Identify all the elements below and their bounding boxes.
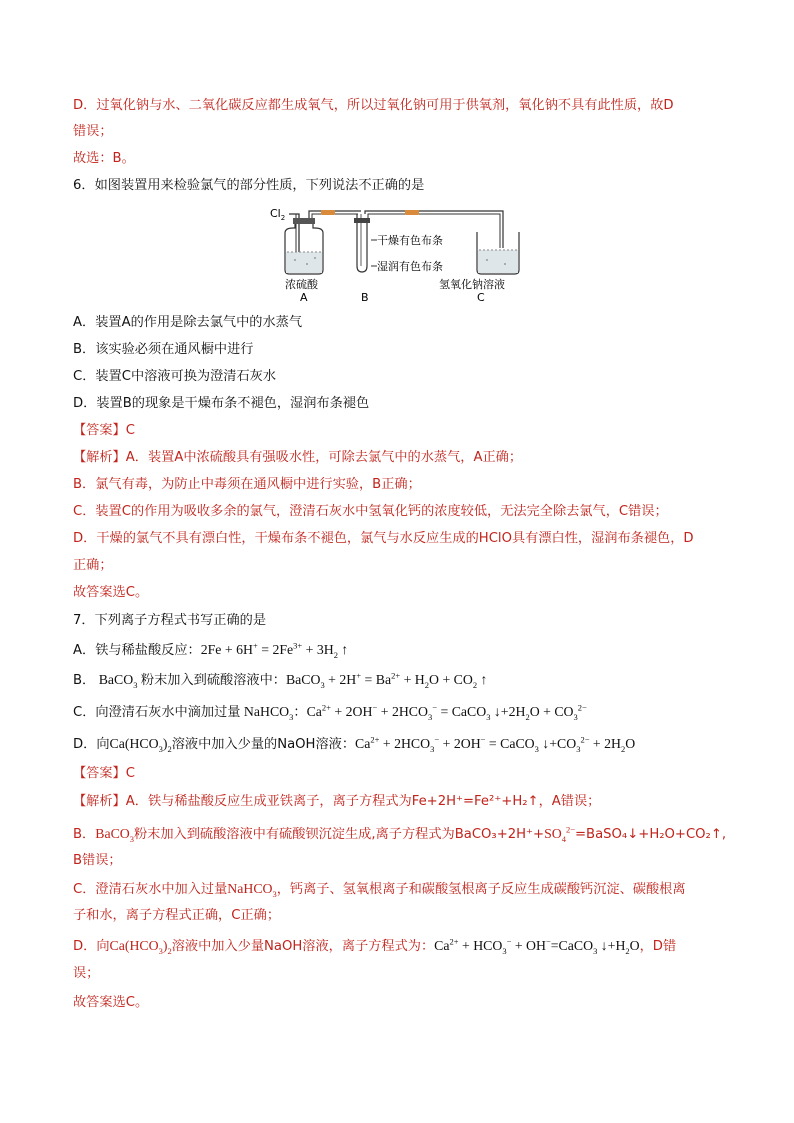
q6-analysis-d: D．干燥的氯气不具有漂白性，干燥布条不褪色，氯气与水反应生成的HClO具有漂白性，湿润布条褪色，D xyxy=(73,531,694,546)
equation: $Ca^{2+} + HCO_3^-$ + OH−=CaCO$_3$ $↓+H_2O$ xyxy=(434,936,640,956)
q7-analysis-d xyxy=(73,936,676,957)
label-a-name: 浓硫酸 xyxy=(285,278,318,291)
q6-conclusion: 故答案选C。 xyxy=(73,585,149,600)
q7-analysis-b xyxy=(73,824,726,845)
q6-option-c: C．装置C中溶液可换为澄清石灰水 xyxy=(73,369,277,384)
formula: BaCO$_3$ xyxy=(95,672,138,690)
option-text: 粉末加入到硫酸溶液中： xyxy=(140,673,286,688)
beaker-c xyxy=(477,232,519,274)
sulfate-formula: $SO_4^{2-}$ xyxy=(544,824,575,844)
q6-option-b: B．该实验必须在通风橱中进行 xyxy=(73,342,254,357)
analysis-text: 粉末加入到硫酸溶液中有硫酸钡沉淀生成,离子方程式为BaCO₃+2H⁺+ xyxy=(134,827,545,842)
analysis-text: ，钙离子、氢氧根离子和碳酸氢根离子反应生成碳酸钙沉淀、碳酸根离 xyxy=(276,882,686,897)
q6-option-d: D．装置B的现象是干燥布条不褪色，湿润布条褪色 xyxy=(73,396,370,411)
q7-option-d xyxy=(73,734,635,755)
label-b: B xyxy=(361,291,369,304)
q6-analysis-a xyxy=(73,448,522,468)
answer-tag: 【答案】 xyxy=(73,423,126,438)
analysis-line: A．铁与稀盐酸反应生成亚铁离子，离子方程式为Fe+2H⁺=Fe²⁺+H₂↑，A错误； xyxy=(125,794,601,809)
answer-tag: 【答案】 xyxy=(73,766,126,781)
analysis-text: 溶液中加入少量NaOH溶液，离子方程式为： xyxy=(171,939,435,954)
formula: $Ca(HCO_3)_2$ xyxy=(109,938,172,956)
option-text: A．铁与稀盐酸反应： xyxy=(73,643,201,658)
q7-answer xyxy=(73,764,135,784)
bottle-a xyxy=(285,218,323,274)
label-c: C xyxy=(477,291,485,304)
analysis-prefix: B． xyxy=(73,827,96,842)
cl2-label: $Cl_2$ xyxy=(270,207,286,222)
q5-option-d-line1: D．过氧化钠与水、二氧化碳反应都生成氧气，所以过氧化钠可用于供氧剂，氧化钠不具有此性质，故D xyxy=(73,98,674,113)
analysis-tag: 【解析】 xyxy=(73,450,126,465)
option-prefix: D．向 xyxy=(73,737,110,752)
q5-option-d-line2: 错误； xyxy=(73,124,113,139)
q7-option-c xyxy=(73,702,587,723)
formula: $Ca(HCO_3)_2$ xyxy=(109,736,172,754)
q7-analysis-a xyxy=(73,792,600,812)
equation: $Ca^{2+} + 2HCO_3^- + 2OH^-$ = CaCO$_3$ $↓+CO_3^{2-} + 2H_2O$ xyxy=(355,734,636,754)
analysis-text: ，D错 xyxy=(639,939,677,954)
formula: NaHCO$_3$ xyxy=(227,881,277,899)
q7-analysis-d-cont: 误； xyxy=(73,966,100,981)
q7-conclusion: 故答案选C。 xyxy=(73,995,149,1010)
q6-answer xyxy=(73,421,135,441)
analysis-prefix: C．澄清石灰水中加入过量 xyxy=(73,882,228,897)
q7-analysis-c-cont: 子和水，离子方程式正确，C正确； xyxy=(73,908,281,923)
tube-b xyxy=(354,214,377,272)
q6-stem: 6．如图装置用来检验氯气的部分性质，下列说法不正确的是 xyxy=(73,178,425,193)
answer-value: C xyxy=(125,766,135,781)
q7-stem: 7．下列离子方程式书写正确的是 xyxy=(73,613,267,628)
q7-analysis-c xyxy=(73,879,686,900)
option-prefix: B． xyxy=(73,673,96,688)
q6-option-a: A．装置A的作用是除去氯气中的水蒸气 xyxy=(73,315,303,330)
equation: $2Fe + 6H^+ = 2Fe^{3+} + 3H_2$ ↑ xyxy=(200,640,349,660)
option-text: C．向澄清石灰水中滴加过量 xyxy=(73,705,241,720)
formula: BaCO$_3$ xyxy=(95,826,134,844)
q7-option-b xyxy=(73,670,487,691)
q6-apparatus-figure xyxy=(265,200,535,305)
q6-analysis-b: B．氯气有毒，为防止中毒须在通风橱中进行实验，B正确； xyxy=(73,477,421,492)
analysis-text: =BaSO₄↓+H₂O+CO₂↑, xyxy=(575,827,727,842)
colon: ： xyxy=(293,705,307,720)
q7-option-a xyxy=(73,640,348,661)
dry-strip-label: 干燥有色布条 xyxy=(377,234,443,247)
equation: $Ca^{2+} + 2OH^- + 2HCO_3^-$ = CaCO$_3$ $↓+2H_2O + CO_3^{2-}$ xyxy=(306,702,587,722)
analysis-line: A．装置A中浓硫酸具有强吸水性，可除去氯气中的水蒸气，A正确； xyxy=(125,450,523,465)
formula: NaHCO$_3$ xyxy=(240,704,294,722)
q7-analysis-b-cont: B错误； xyxy=(73,853,122,868)
answer-value: C xyxy=(125,423,135,438)
q5-conclusion: 故选：B。 xyxy=(73,151,135,166)
option-text: 溶液中加入少量的NaOH溶液： xyxy=(171,737,356,752)
equation: BaCO$_3$ + $2H^+ = Ba^{2+} + H_2O + CO_2$ ↑ xyxy=(285,670,488,690)
q6-analysis-d-cont: 正确； xyxy=(73,558,113,573)
label-a: A xyxy=(300,291,308,304)
label-c-name: 氢氧化钠溶液 xyxy=(439,278,505,291)
q6-analysis-c: C．装置C的作用为吸收多余的氯气，澄清石灰水中氢氧化钙的浓度较低，无法完全除去氯气，C错误； xyxy=(73,504,668,519)
analysis-prefix: D．向 xyxy=(73,939,110,954)
analysis-tag: 【解析】 xyxy=(73,794,126,809)
wet-strip-label: 湿润有色布条 xyxy=(377,260,443,273)
